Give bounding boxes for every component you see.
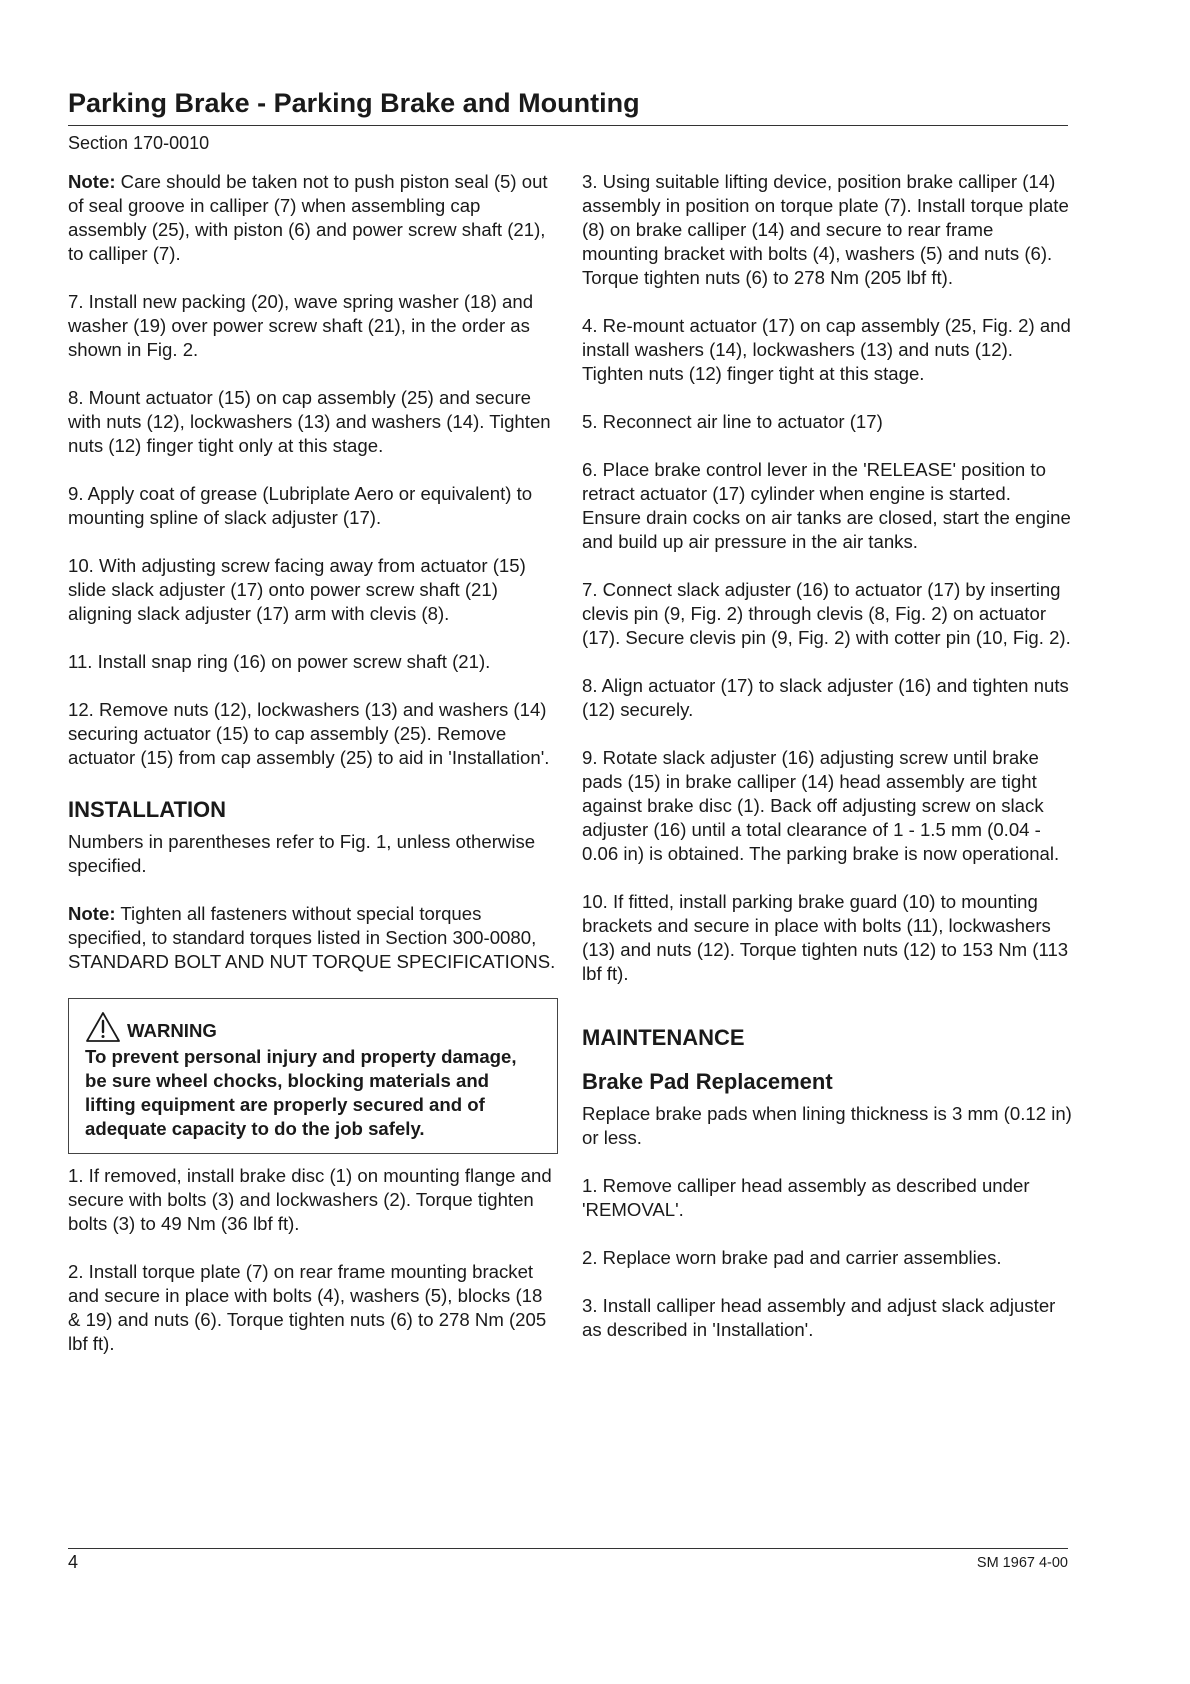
footer-divider: [68, 1548, 1068, 1549]
brake-pad-intro: Replace brake pads when lining thickness is 3 mm (0.12 in) or less.: [582, 1103, 1072, 1148]
step-paragraph: 1. Remove calliper head assembly as described under 'REMOVAL'.: [582, 1175, 1030, 1220]
note-text: Care should be taken not to push piston seal (5) out of seal groove in calliper (7) when assembling cap assembly (25), with piston (6) and power screw shaft (21), to calliper (7).: [68, 171, 548, 264]
step-paragraph: 8. Align actuator (17) to slack adjuster (16) and tighten nuts (12) securely.: [582, 675, 1069, 720]
step-paragraph: 10. With adjusting screw facing away from actuator (15) slide slack adjuster (17) onto power screw shaft (21) aligning slack adjuster (17) arm with clevis (8).: [68, 555, 526, 624]
step-paragraph: 5. Reconnect air line to actuator (17): [582, 411, 883, 432]
step-paragraph: 7. Install new packing (20), wave spring washer (18) and washer (19) over power screw shaft (21), in the order as shown in Fig. 2.: [68, 291, 534, 360]
page-title: Parking Brake - Parking Brake and Mounting: [68, 88, 640, 118]
brake-pad-heading: Brake Pad Replacement: [582, 1069, 833, 1094]
step-paragraph: 3. Install calliper head assembly and adjust slack adjuster as described in 'Installation'.: [582, 1295, 1056, 1340]
step-paragraph: 3. Using suitable lifting device, position brake calliper (14) assembly in position on torque plate (7). Install torque plate (8) on brake calliper (14) and secure to rear frame mounting bracket with bolts (4), washers (5) and nuts (6). Torque tighten nuts (6) to 278 Nm (205 lbf ft).: [582, 171, 1069, 288]
installation-heading: INSTALLATION: [68, 797, 227, 822]
title-divider: [68, 125, 1068, 126]
warning-box: [68, 998, 558, 1154]
warning-title: WARNING: [127, 1020, 217, 1041]
warning-triangle-icon: [85, 1011, 121, 1043]
right-column: [582, 170, 1072, 1366]
step-paragraph: 1. If removed, install brake disc (1) on mounting flange and secure with bolts (3) and lockwashers (2). Torque tighten bolts (3) to 49 Nm (36 lbf ft).: [68, 1165, 552, 1234]
step-paragraph: 11. Install snap ring (16) on power screw shaft (21).: [68, 651, 491, 672]
step-paragraph: 7. Connect slack adjuster (16) to actuator (17) by inserting clevis pin (9, Fig. 2) through clevis (8, Fig. 2) on actuator (17). Secure clevis pin (9, Fig. 2) with cotter pin (10, Fig. 2).: [582, 579, 1071, 648]
note-paragraph: [68, 170, 558, 266]
step-paragraph: 8. Mount actuator (15) on cap assembly (25) and secure with nuts (12), lockwashers (13) and washers (14). Tighten nuts (12) finger tight only at this stage.: [68, 387, 551, 456]
step-paragraph: 9. Apply coat of grease (Lubriplate Aero or equivalent) to mounting spline of slack adjuster (17).: [68, 483, 533, 528]
installation-intro: Numbers in parentheses refer to Fig. 1, unless otherwise specified.: [68, 831, 536, 876]
note-paragraph: [68, 902, 558, 974]
warning-text: To prevent personal injury and property damage, be sure wheel chocks, blocking materials and lifting equipment are properly secured and of adequate capacity to do the job safely.: [85, 1046, 517, 1139]
left-column: [68, 170, 558, 1380]
step-paragraph: 6. Place brake control lever in the 'RELEASE' position to retract actuator (17) cylinder when engine is started. Ensure drain cocks on air tanks are closed, start the engine and build up air pressure in the air tanks.: [582, 459, 1071, 552]
note-label: Note:: [68, 171, 116, 192]
step-paragraph: 2. Install torque plate (7) on rear frame mounting bracket and secure in place with bolts (4), washers (5), blocks (18 & 19) and nuts (6). Torque tighten nuts (6) to 278 Nm (205 lbf ft).: [68, 1261, 547, 1354]
step-paragraph: 2. Replace worn brake pad and carrier assemblies.: [582, 1247, 1002, 1268]
step-paragraph: 12. Remove nuts (12), lockwashers (13) and washers (14) securing actuator (15) to cap assembly (25). Remove actuator (15) from cap assembly (25) to aid in 'Installation'.: [68, 699, 550, 768]
step-paragraph: 10. If fitted, install parking brake guard (10) to mounting brackets and secure in place with bolts (11), lockwashers (13) and nuts (12). Torque tighten nuts (12) to 153 Nm (113 lbf ft).: [582, 891, 1069, 984]
warning-header: [85, 1011, 541, 1043]
page-number: 4: [68, 1552, 79, 1572]
step-paragraph: 4. Re-mount actuator (17) on cap assembly (25, Fig. 2) and install washers (14), lockwashers (13) and nuts (12). Tighten nuts (12) finger tight at this stage.: [582, 315, 1071, 384]
maintenance-heading: MAINTENANCE: [582, 1025, 745, 1050]
note-text: Tighten all fasteners without special torques specified, to standard torques listed in Section 300-0080, STANDARD BOLT AND NUT TORQUE SPECIFICATIONS.: [68, 903, 556, 972]
document-code: SM 1967 4-00: [976, 1555, 1068, 1571]
note-label: Note:: [68, 903, 116, 924]
section-reference: Section 170-0010: [68, 133, 210, 153]
step-paragraph: 9. Rotate slack adjuster (16) adjusting screw until brake pads (15) in brake calliper (14) head assembly are tight against brake disc (1). Back off adjusting screw on slack adjuster (16) until a total clearance of 1 - 1.5 mm (0.04 - 0.06 in) is obtained. The parking brake is now operational.: [582, 747, 1060, 864]
